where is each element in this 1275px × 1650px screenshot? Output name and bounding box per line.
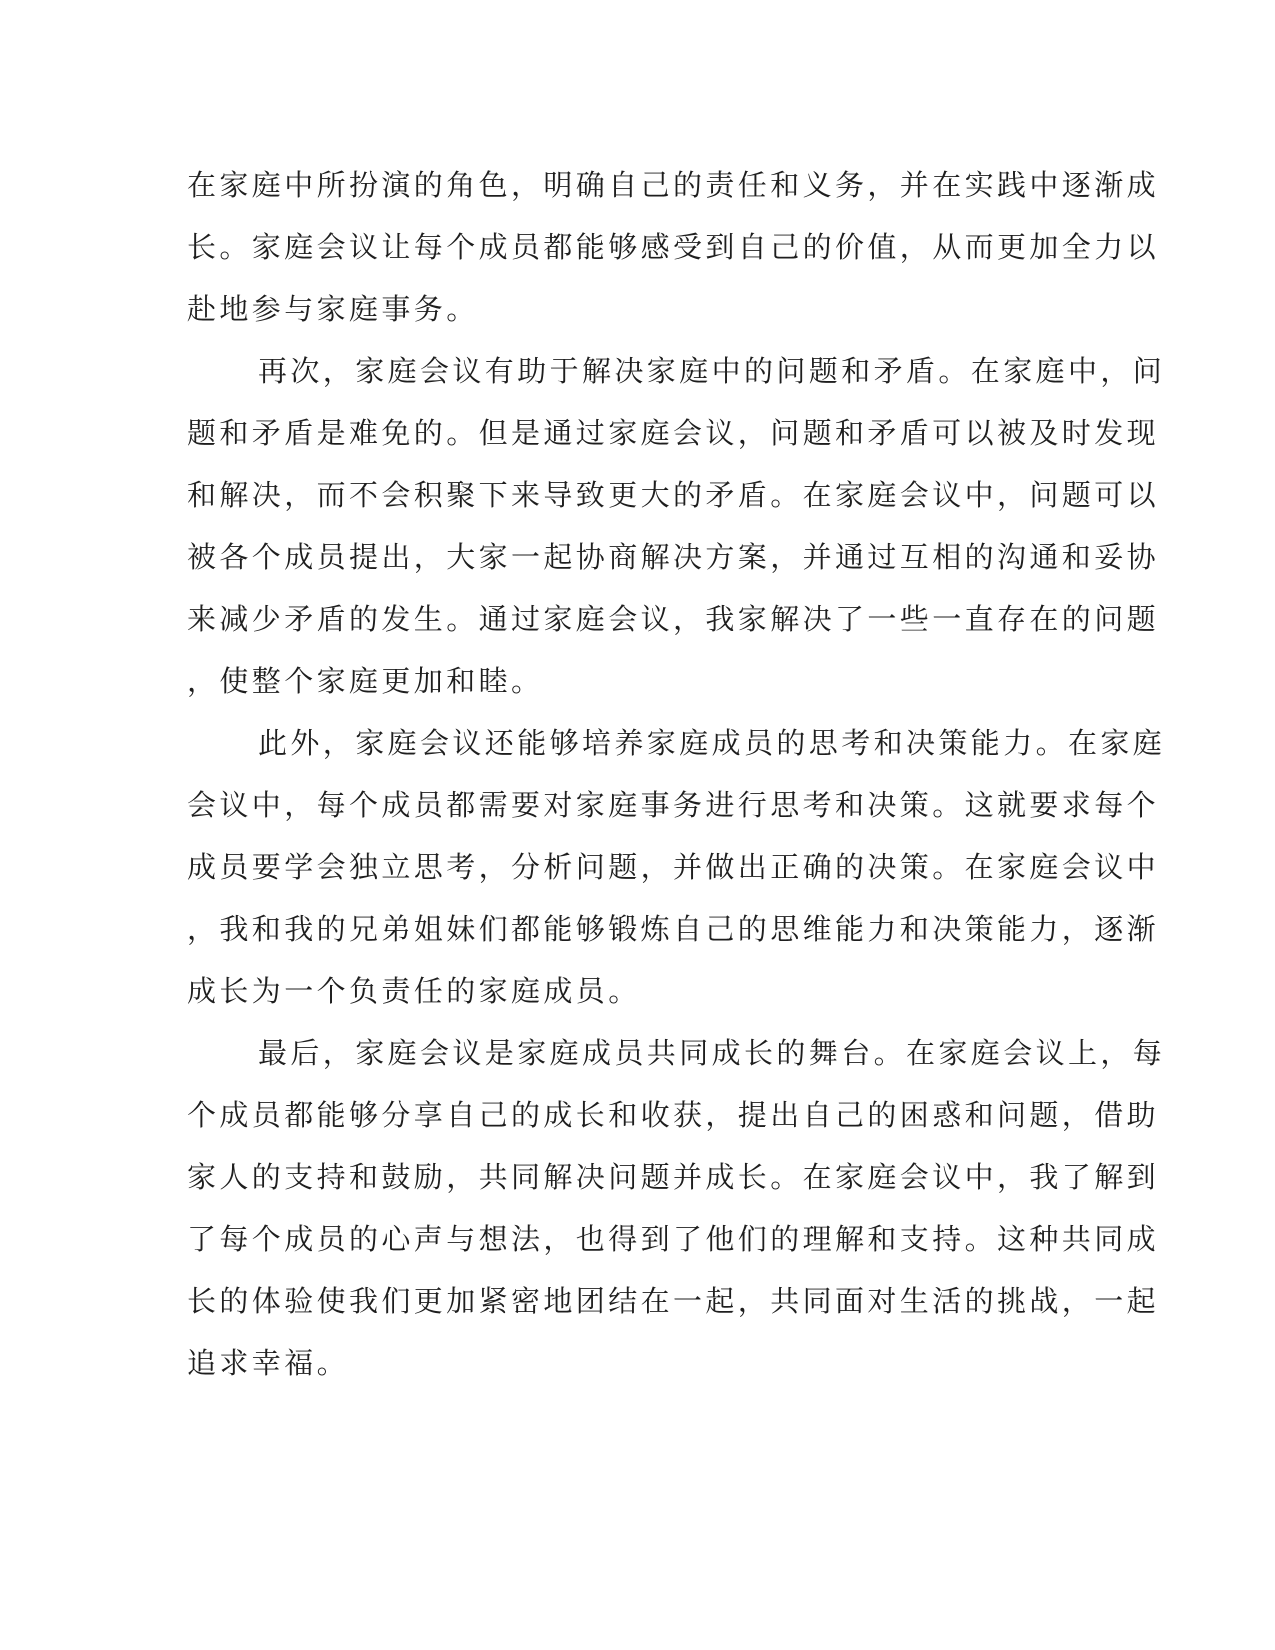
text-line: 题和矛盾是难免的。但是通过家庭会议，问题和矛盾可以被及时发现	[187, 416, 1160, 450]
text-line: 会议中，每个成员都需要对家庭事务进行思考和决策。这就要求每个	[187, 788, 1160, 822]
text-line: 被各个成员提出，大家一起协商解决方案，并通过互相的沟通和妥协	[187, 540, 1160, 574]
text-line: 长。家庭会议让每个成员都能够感受到自己的价值，从而更加全力以	[187, 230, 1160, 264]
text-line: 来减少矛盾的发生。通过家庭会议，我家解决了一些一直存在的问题	[187, 602, 1160, 636]
text-line: 成员要学会独立思考，分析问题，并做出正确的决策。在家庭会议中	[187, 850, 1160, 884]
text-line: 长的体验使我们更加紧密地团结在一起，共同面对生活的挑战，一起	[187, 1284, 1160, 1318]
text-line: 和解决，而不会积聚下来导致更大的矛盾。在家庭会议中，问题可以	[187, 478, 1160, 512]
paragraph-start-line: 最后，家庭会议是家庭成员共同成长的舞台。在家庭会议上，每	[258, 1036, 1166, 1070]
text-line: 成长为一个负责任的家庭成员。	[187, 974, 641, 1008]
text-line: 在家庭中所扮演的角色，明确自己的责任和义务，并在实践中逐渐成	[187, 168, 1160, 202]
paragraph-start-line: 再次，家庭会议有助于解决家庭中的问题和矛盾。在家庭中，问	[258, 354, 1166, 388]
paragraph-start-line: 此外，家庭会议还能够培养家庭成员的思考和决策能力。在家庭	[258, 726, 1166, 760]
text-line: 家人的支持和鼓励，共同解决问题并成长。在家庭会议中，我了解到	[187, 1160, 1160, 1194]
body-text	[187, 154, 1166, 1394]
text-line: ，使整个家庭更加和睦。	[187, 664, 544, 698]
text-line: 个成员都能够分享自己的成长和收获，提出自己的困惑和问题，借助	[187, 1098, 1160, 1132]
text-line: 追求幸福。	[187, 1346, 350, 1380]
text-line: ，我和我的兄弟姐妹们都能够锻炼自己的思维能力和决策能力，逐渐	[187, 912, 1160, 946]
text-line: 赴地参与家庭事务。	[187, 292, 479, 326]
text-line: 了每个成员的心声与想法，也得到了他们的理解和支持。这种共同成	[187, 1222, 1160, 1256]
